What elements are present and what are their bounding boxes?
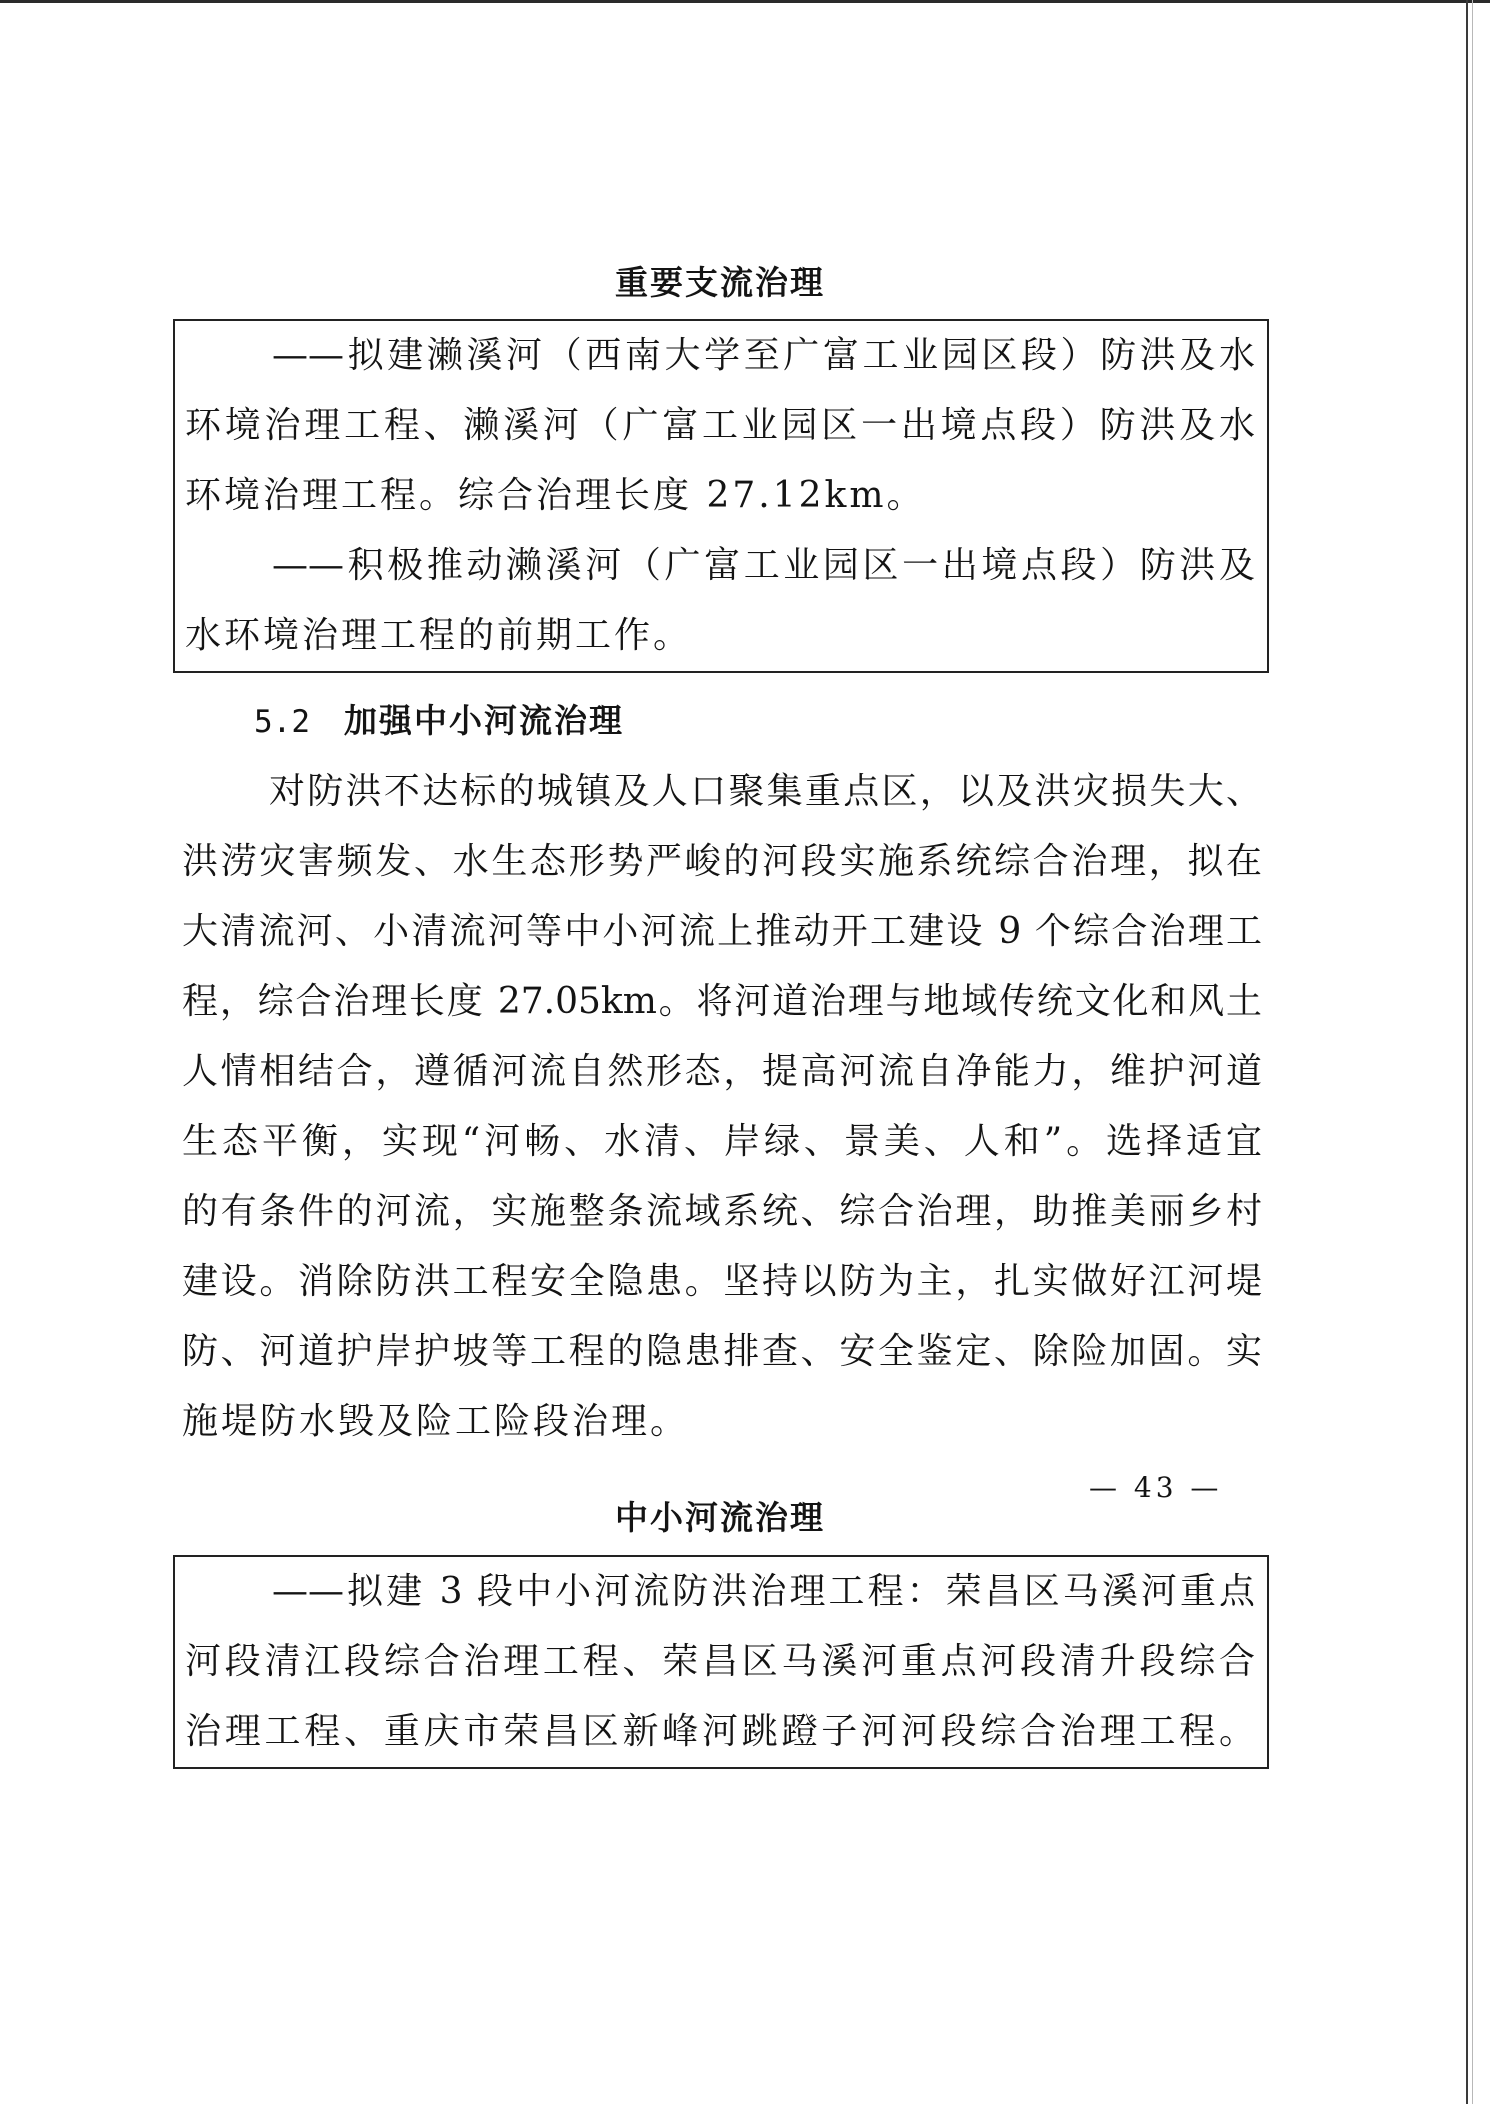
heading-major-tributaries: 重要支流治理 — [615, 263, 825, 302]
paragraph-line: 对防洪不达标的城镇及人口聚集重点区，以及洪灾损失大、 — [269, 771, 1262, 812]
box-line: ——拟建濑溪河（西南大学至广富工业园区段）防洪及水 — [272, 335, 1255, 376]
paragraph-line: 生态平衡，实现“河畅、水清、岸绿、景美、人和”。选择适宜 — [182, 1121, 1262, 1162]
section-heading-5-2 — [254, 693, 624, 749]
paragraph-line: 建设。消除防洪工程安全隐患。坚持以防为主，扎实做好江河堤 — [182, 1261, 1262, 1302]
section-number: 5.2 — [254, 704, 310, 740]
box-line: 河段清江段综合治理工程、荣昌区马溪河重点河段清升段综合 — [185, 1641, 1255, 1682]
page-number: — 43 — — [1089, 1471, 1223, 1504]
box-line: ——拟建 3 段中小河流防洪治理工程：荣昌区马溪河重点 — [272, 1571, 1255, 1612]
paragraph-line: 施堤防水毁及险工险段治理。 — [182, 1401, 690, 1442]
box-small-rivers — [173, 1555, 1269, 1769]
scan-top-border — [0, 0, 1490, 3]
paragraph-line: 人情相结合，遵循河流自然形态，提高河流自净能力，维护河道 — [182, 1051, 1262, 1092]
box-line: 环境治理工程。综合治理长度 27.12km。 — [185, 475, 926, 516]
paragraph-line: 防、河道护岸护坡等工程的隐患排查、安全鉴定、除险加固。实 — [182, 1331, 1262, 1372]
paragraph-line: 洪涝灾害频发、水生态形势严峻的河段实施系统综合治理，拟在 — [182, 841, 1262, 882]
box-line: 治理工程、重庆市荣昌区新峰河跳蹬子河河段综合治理工程。 — [185, 1711, 1255, 1752]
scan-right-edge — [1466, 0, 1468, 2104]
paragraph-line: 程，综合治理长度 27.05km。将河道治理与地域传统文化和风土 — [182, 981, 1262, 1022]
box-line: 水环境治理工程的前期工作。 — [185, 615, 693, 656]
scan-right-edge-faint — [1472, 0, 1473, 2104]
box-line: 环境治理工程、濑溪河（广富工业园区一出境点段）防洪及水 — [185, 405, 1255, 446]
paragraph-line: 的有条件的河流，实施整条流域系统、综合治理，助推美丽乡村 — [182, 1191, 1262, 1232]
heading-small-rivers: 中小河流治理 — [615, 1498, 825, 1537]
paragraph-line: 大清流河、小清流河等中小河流上推动开工建设 9 个综合治理工 — [182, 911, 1262, 952]
body-paragraph — [182, 757, 1262, 1457]
section-title: 加强中小河流治理 — [344, 701, 624, 740]
box-major-tributaries — [173, 319, 1269, 673]
box-line: ——积极推动濑溪河（广富工业园区一出境点段）防洪及 — [272, 545, 1255, 586]
